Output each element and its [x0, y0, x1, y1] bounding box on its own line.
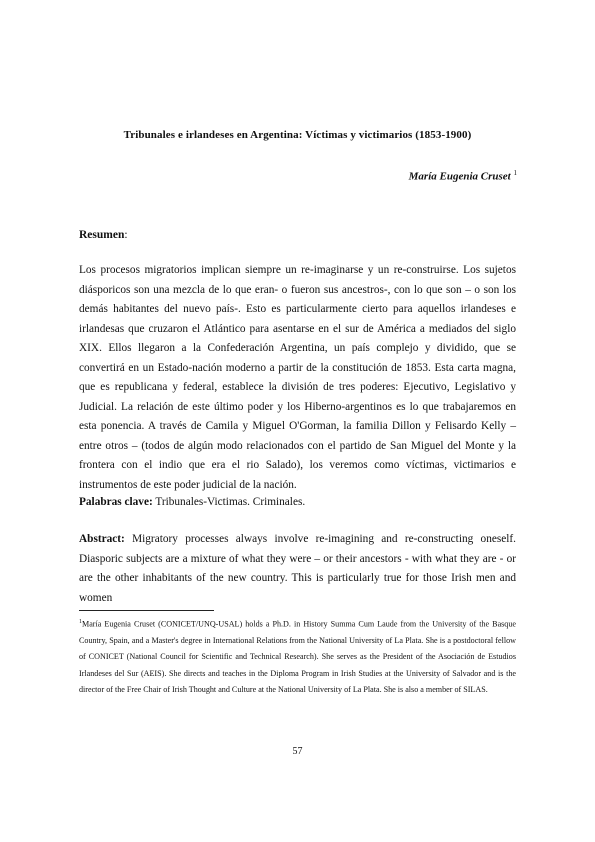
footnote-text: María Eugenia Cruset (CONICET/UNQ-USAL) holds a Ph.D. in History Summa Cum Laude from the University of the Basque Country, Spain, and a Master's degree in International Relations from the National University of La Plata. She is a postdoctoral fellow of CONICET (National Council for Scientific and Technical Research). She serves as the President of the Asociación de Estudios Irlandeses del Sur (AEIS). She directs and teaches in the Diploma Program in Irish Studies at the University of Salvador and is the director of the Free Chair of Irish Thought and Culture at the National University of La Plata. She is also a member of SILAS. — [79, 619, 516, 694]
abstract-paragraph — [79, 530, 516, 608]
abstract-text: Migratory processes always involve re-imagining and re-constructing oneself. Diasporic subjects are a mixture of what they were – or their ancestors - with what they are - or are the other inhabitants of the new country. This is particularly true for those Irish men and women — [79, 533, 516, 604]
keywords-line — [79, 496, 305, 508]
resumen-heading-colon: : — [124, 229, 128, 241]
author-line — [409, 169, 517, 183]
footnote-marker: 1 — [79, 619, 82, 625]
resumen-heading-label: Resumen — [79, 229, 125, 241]
keywords-label: Palabras clave: — [79, 496, 153, 508]
resumen-paragraph: Los procesos migratorios implican siempre un re-imaginarse y un re-construirse. Los sujetos diásporicos son una mezcla de lo que eran- o fueron sus ancestros-, con lo que son – o son los demás habitantes del nuevo país-. Esto es particularmente cierto para aquellos irlandeses e irlandesas que cruzaron el Atlántico para asentarse en el sur de América a mediados del siglo XIX. Ellos llegaron a la Confederación Argentina, un país complejo y dividido, que se convertirá en un Estado-nación moderno a partir de la constitución de 1853. Esta carta magna, que es republicana y federal, establece la división de tres poderes: Ejecutivo, Legislativo y Judicial. La relación de este último poder y los Hiberno-argentinos es lo que trabajaremos en esta ponencia. A través de Camila y Miguel O'Gorman, la familia Dillon y Felisardo Kelly – entre otros – (todos de algún modo relacionados con el partido de San Miguel del Monte y la frontera con el indio que era el rio Salado), los veremos como víctimas, victimarios e instrumentos de este poder judicial de la nación. — [79, 264, 516, 491]
abstract-label: Abstract: — [79, 533, 125, 545]
keywords-text: Tribunales-Victimas. Criminales. — [152, 496, 306, 508]
footnote-divider — [79, 610, 214, 611]
author-footnote-marker: 1 — [513, 169, 517, 177]
resumen-heading — [79, 229, 128, 241]
footnote — [79, 614, 516, 698]
author-name: María Eugenia Cruset — [408, 170, 511, 183]
paper-title: Tribunales e irlandeses en Argentina: Víctimas y victimarios (1853-1900) — [123, 129, 472, 141]
page-number: 57 — [292, 746, 303, 757]
